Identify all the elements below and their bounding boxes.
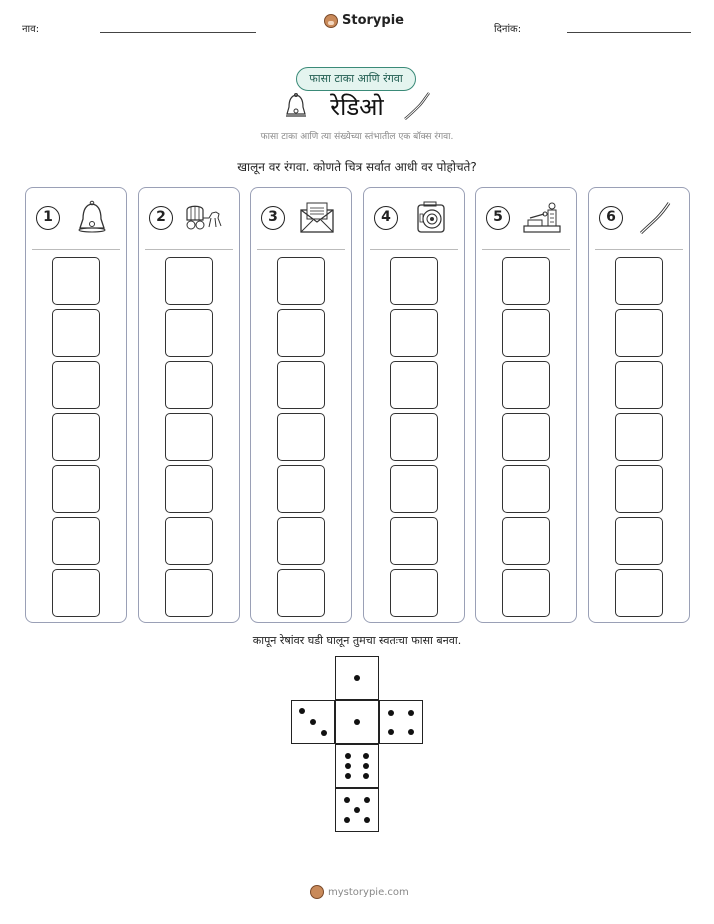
pip: [388, 729, 394, 735]
pip: [321, 730, 327, 736]
color-box[interactable]: [615, 569, 663, 617]
color-box[interactable]: [615, 361, 663, 409]
pip: [363, 773, 369, 779]
color-box[interactable]: [615, 309, 663, 357]
color-box[interactable]: [52, 413, 100, 461]
footer: [310, 885, 409, 899]
question: खालून वर रंगवा. कोणते चित्र सर्वात आधी वर पोहोचते?: [237, 160, 477, 174]
color-box[interactable]: [52, 517, 100, 565]
dice-face-6: [335, 744, 379, 788]
column-number: 5: [486, 206, 510, 230]
color-box[interactable]: [502, 361, 550, 409]
color-box[interactable]: [502, 309, 550, 357]
pip: [364, 797, 370, 803]
wagon-icon: [185, 200, 225, 236]
divider: [370, 249, 458, 250]
column-4: [363, 187, 465, 623]
column-1: [25, 187, 127, 623]
pip: [354, 719, 360, 725]
color-box[interactable]: [52, 361, 100, 409]
date-line[interactable]: [567, 32, 691, 33]
bear-icon: [310, 885, 324, 899]
color-box[interactable]: [390, 569, 438, 617]
pip: [344, 797, 350, 803]
divider: [595, 249, 683, 250]
footer-url[interactable]: mystorypie.com: [328, 886, 409, 898]
name-line[interactable]: [100, 32, 256, 33]
instructions: फासा टाका आणि त्या संख्येच्या स्तंभातील एक बॉक्स रंगवा.: [260, 132, 454, 142]
color-box[interactable]: [390, 361, 438, 409]
color-box[interactable]: [52, 465, 100, 513]
column-2: [138, 187, 240, 623]
color-box[interactable]: [390, 517, 438, 565]
divider: [32, 249, 120, 250]
column-number: 1: [36, 206, 60, 230]
brand-logo: [324, 13, 404, 28]
color-box[interactable]: [502, 257, 550, 305]
color-box[interactable]: [165, 361, 213, 409]
pip: [310, 719, 316, 725]
color-box[interactable]: [52, 569, 100, 617]
column-number: 3: [261, 206, 285, 230]
pip: [363, 763, 369, 769]
pip: [299, 708, 305, 714]
color-box[interactable]: [277, 309, 325, 357]
color-box[interactable]: [502, 517, 550, 565]
pip: [388, 710, 394, 716]
column-number: 2: [149, 206, 173, 230]
column-3: [250, 187, 352, 623]
pip: [344, 817, 350, 823]
dice-instruction: कापून रेषांवर घडी घालून तुमचा स्वतःचा फासा बनवा.: [252, 634, 462, 647]
color-box[interactable]: [277, 465, 325, 513]
color-box[interactable]: [502, 465, 550, 513]
dice-face-4: [379, 700, 423, 744]
color-box[interactable]: [390, 413, 438, 461]
color-box[interactable]: [502, 569, 550, 617]
pip: [363, 753, 369, 759]
color-box[interactable]: [615, 413, 663, 461]
color-box[interactable]: [277, 569, 325, 617]
antenna-icon: [635, 200, 675, 236]
brand-name: Storypie: [342, 13, 404, 28]
color-box[interactable]: [52, 257, 100, 305]
dice-face-1: [335, 656, 379, 700]
name-label: नाव:: [22, 24, 40, 35]
color-box[interactable]: [502, 413, 550, 461]
column-number: 4: [374, 206, 398, 230]
activity-pill: फासा टाका आणि रंगवा: [296, 67, 416, 91]
color-box[interactable]: [390, 257, 438, 305]
column-number: 6: [599, 206, 623, 230]
color-box[interactable]: [165, 465, 213, 513]
color-box[interactable]: [615, 257, 663, 305]
color-box[interactable]: [277, 413, 325, 461]
color-box[interactable]: [165, 517, 213, 565]
date-label: दिनांक:: [494, 24, 522, 35]
color-box[interactable]: [615, 517, 663, 565]
bear-icon: [324, 14, 338, 28]
dice-face-5: [335, 788, 379, 832]
divider: [257, 249, 345, 250]
color-box[interactable]: [165, 413, 213, 461]
pip: [354, 675, 360, 681]
envelope-icon: [297, 200, 337, 236]
color-box[interactable]: [277, 361, 325, 409]
color-box[interactable]: [165, 569, 213, 617]
color-box[interactable]: [165, 309, 213, 357]
color-box[interactable]: [390, 309, 438, 357]
divider: [145, 249, 233, 250]
color-box[interactable]: [52, 309, 100, 357]
color-box[interactable]: [615, 465, 663, 513]
page-title: रेडिओ: [330, 93, 384, 121]
divider: [482, 249, 570, 250]
pip: [345, 773, 351, 779]
speaker-icon: [410, 200, 450, 236]
pip: [354, 807, 360, 813]
column-5: [475, 187, 577, 623]
pip: [345, 763, 351, 769]
column-6: [588, 187, 690, 623]
pip: [345, 753, 351, 759]
telegraph-icon: [522, 200, 562, 236]
color-box[interactable]: [277, 517, 325, 565]
color-box[interactable]: [277, 257, 325, 305]
pip: [364, 817, 370, 823]
bell-icon: [72, 200, 112, 236]
pip: [408, 729, 414, 735]
pip: [408, 710, 414, 716]
dice-face-3: [291, 700, 335, 744]
dice-face-1: [335, 700, 379, 744]
antenna-icon: [401, 90, 433, 122]
color-box[interactable]: [165, 257, 213, 305]
color-box[interactable]: [390, 465, 438, 513]
